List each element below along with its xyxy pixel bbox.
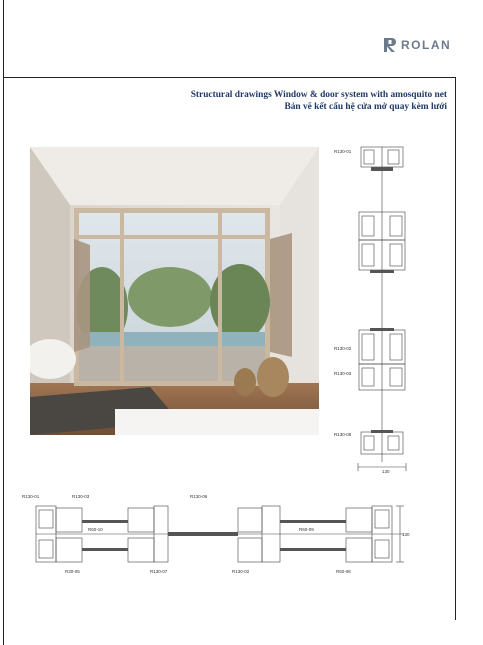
heading-vietnamese: Bản vẽ kết cấu hệ cửa mở quay kèm lưới: [284, 102, 447, 112]
interior-window-photo: [30, 147, 319, 435]
brand-name: ROLAN: [401, 38, 452, 52]
horizontal-label-3: R130-06: [190, 494, 208, 499]
frame-right-line: [455, 77, 456, 620]
horizontal-label-8: R60-09: [299, 527, 314, 532]
horizontal-label-2: R130-03: [72, 494, 90, 499]
vertical-label-2: R130-02: [334, 346, 352, 351]
vertical-label-3: R130-03: [334, 371, 352, 376]
horizontal-dimension: 130: [402, 532, 410, 537]
vertical-section-drawing: [326, 142, 426, 478]
horizontal-label-9: R60-08: [336, 569, 351, 574]
vertical-label-4: R130-06: [334, 432, 352, 437]
frame-top-line: [3, 77, 456, 78]
vertical-dimension: 130: [382, 469, 390, 474]
heading-english: Structural drawings Window & door system with amosquito net: [190, 90, 447, 100]
horizontal-label-7: R130-02: [232, 569, 250, 574]
vertical-label-1: R130-01: [334, 149, 352, 154]
rolan-logo-icon: [383, 37, 397, 53]
horizontal-label-4: R60-10: [88, 527, 103, 532]
brand-logo: [383, 37, 451, 53]
horizontal-label-1: R130-01: [22, 494, 40, 499]
frame-left-line: [3, 0, 4, 645]
horizontal-section-drawing: [28, 494, 412, 578]
horizontal-label-5: R30-05: [65, 569, 80, 574]
horizontal-label-6: R130-07: [150, 569, 168, 574]
